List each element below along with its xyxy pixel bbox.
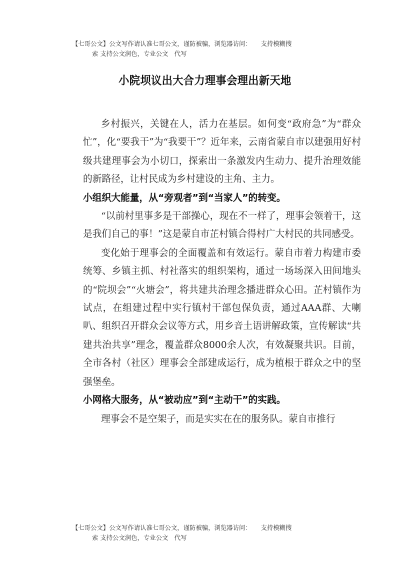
promo-footer-line-1: 【七哥公文】公文写作请认准七哥公文，谨防被骗，浏览器访问： 支持模糊搜 [72, 525, 292, 532]
promo-footer-line-2: 索 支持公文润色，专业公文 代写 [92, 535, 187, 542]
promo-footer [72, 524, 370, 544]
paragraph-service: 理事会不是空架子，而是实实在在的服务队。蒙自市推行 [101, 413, 336, 425]
document-body [83, 116, 361, 429]
paragraph-coverage: 变化始于理事会的全面覆盖和有效运行。蒙自市着力构建市委统筹、乡镇主抓、村社落实的组织架构，通过一场场深入田间地头的“院坝会”“火塘会”，将共建共治理念播进群众心田。芷村镇作为试点，在组建过程中实行镇村干部包保负责，通过AAA群、大喇叭、组织召开群众会议等方式，用乡音土语讲解政策，宣传解读“共建共治共享”理念，覆盖群众8000余人次，有效凝聚共识。目前，全市各村（社区）理事会全部建成运行，成为植根于群众之中的坚强堡垒。 [83, 247, 361, 388]
section-heading-1: 小组织大能量，从“旁观者”到“当家人”的转变。 [83, 192, 286, 204]
document-title: 小院坝议出大合力理事会理出新天地 [118, 75, 292, 87]
paragraph-quote: “以前村里事多是干部操心，现在不一样了，理事会领着干，这是我们自己的事！”这是蒙自市芷村镇合得村广大村民的共同感受。 [83, 211, 361, 241]
promo-header-line-2: 索 支持公文润色，专业公文 代写 [92, 51, 187, 58]
promo-header-line-1: 【七哥公文】公文写作请认准七哥公文，谨防被骗，浏览器访问： 支持模糊搜 [72, 41, 292, 48]
section-heading-2: 小网格大服务，从“被动应”到“主动干”的实践。 [83, 395, 286, 407]
promo-header [72, 40, 370, 60]
paragraph-intro: 乡村振兴，关键在人，活力在基层。如何变“政府急”为“群众忙”，化“要我干”为“我要干”？近年来，云南省蒙自市以建强用好村级共建理事会为小切口，探索出一条激发内生动力、提升治理效能的新路径，让村民成为乡村建设的主角、主力。 [83, 119, 361, 186]
